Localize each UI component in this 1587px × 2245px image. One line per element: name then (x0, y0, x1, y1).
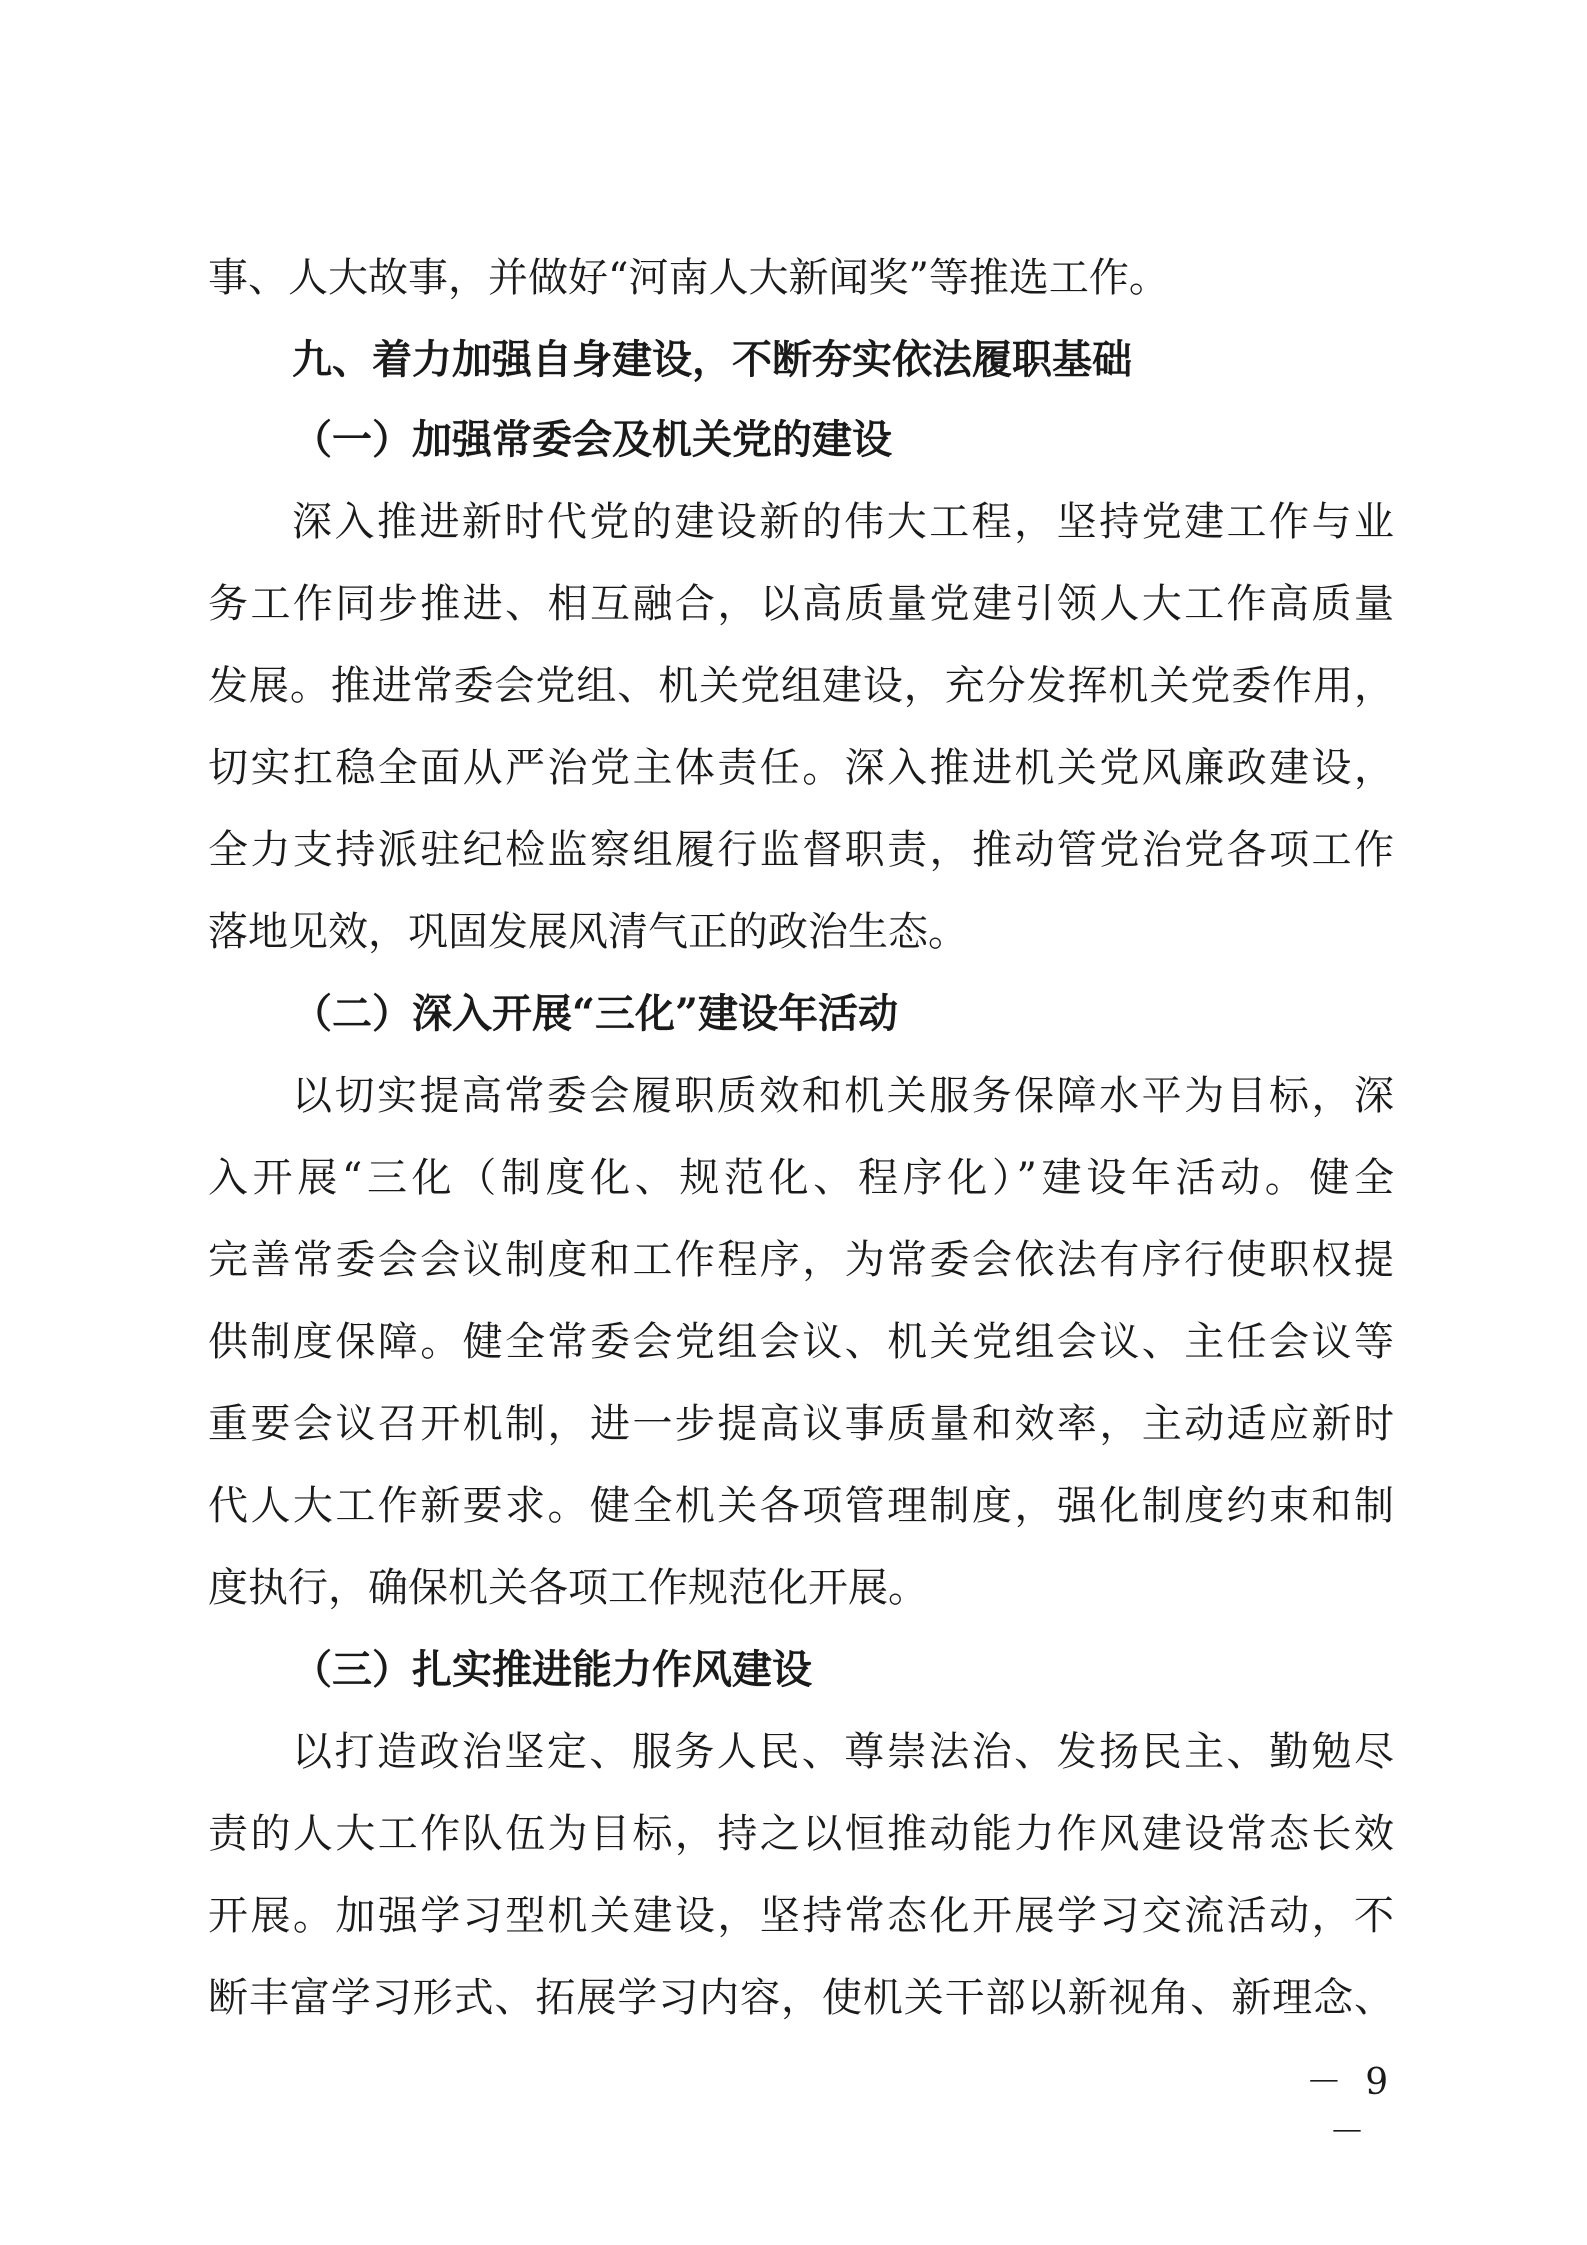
body-text-line: 重要会议召开机制，进一步提高议事质量和效率，主动适应新时 (208, 1401, 1394, 1447)
body-text-line: 全力支持派驻纪检监察组履行监督职责，推动管党治党各项工作 (208, 827, 1394, 873)
body-text-line: 落地见效，巩固发展风清气正的政治生态。 (208, 909, 968, 955)
subsection-heading: （一）加强常委会及机关党的建设 (292, 416, 892, 463)
body-text-line: 入开展“三化（制度化、规范化、程序化）”建设年活动。健全 (208, 1155, 1394, 1201)
body-text-line: 责的人大工作队伍为目标，持之以恒推动能力作风建设常态长效 (208, 1811, 1394, 1857)
body-text-line: 以打造政治坚定、服务人民、尊崇法治、发扬民主、勤勉尽 (292, 1729, 1394, 1775)
body-text-line: 代人大工作新要求。健全机关各项管理制度，强化制度约束和制 (208, 1483, 1394, 1529)
subsection-heading: （三）扎实推进能力作风建设 (292, 1646, 812, 1693)
page-number: － 9 － (1305, 2062, 1395, 2153)
body-text-line: 事、人大故事，并做好“河南人大新闻奖”等推选工作。 (208, 255, 1169, 301)
subsection-heading: （二）深入开展“三化”建设年活动 (292, 990, 899, 1037)
body-text-line: 断丰富学习形式、拓展学习内容，使机关干部以新视角、新理念、 (208, 1975, 1394, 2021)
body-text-line: 以切实提高常委会履职质效和机关服务保障水平为目标，深 (292, 1073, 1394, 1119)
body-text-line: 供制度保障。健全常委会党组会议、机关党组会议、主任会议等 (208, 1319, 1394, 1365)
section-heading: 九、着力加强自身建设，不断夯实依法履职基础 (292, 337, 1132, 383)
body-text-line: 深入推进新时代党的建设新的伟大工程，坚持党建工作与业 (292, 499, 1394, 545)
body-text-line: 发展。推进常委会党组、机关党组建设，充分发挥机关党委作用， (208, 663, 1394, 709)
body-text-line: 完善常委会会议制度和工作程序，为常委会依法有序行使职权提 (208, 1237, 1394, 1283)
body-text-line: 切实扛稳全面从严治党主体责任。深入推进机关党风廉政建设， (208, 745, 1394, 791)
body-text-line: 开展。加强学习型机关建设，坚持常态化开展学习交流活动，不 (208, 1893, 1394, 1939)
body-text-line: 务工作同步推进、相互融合，以高质量党建引领人大工作高质量 (208, 581, 1394, 627)
body-text-line: 度执行，确保机关各项工作规范化开展。 (208, 1565, 928, 1611)
